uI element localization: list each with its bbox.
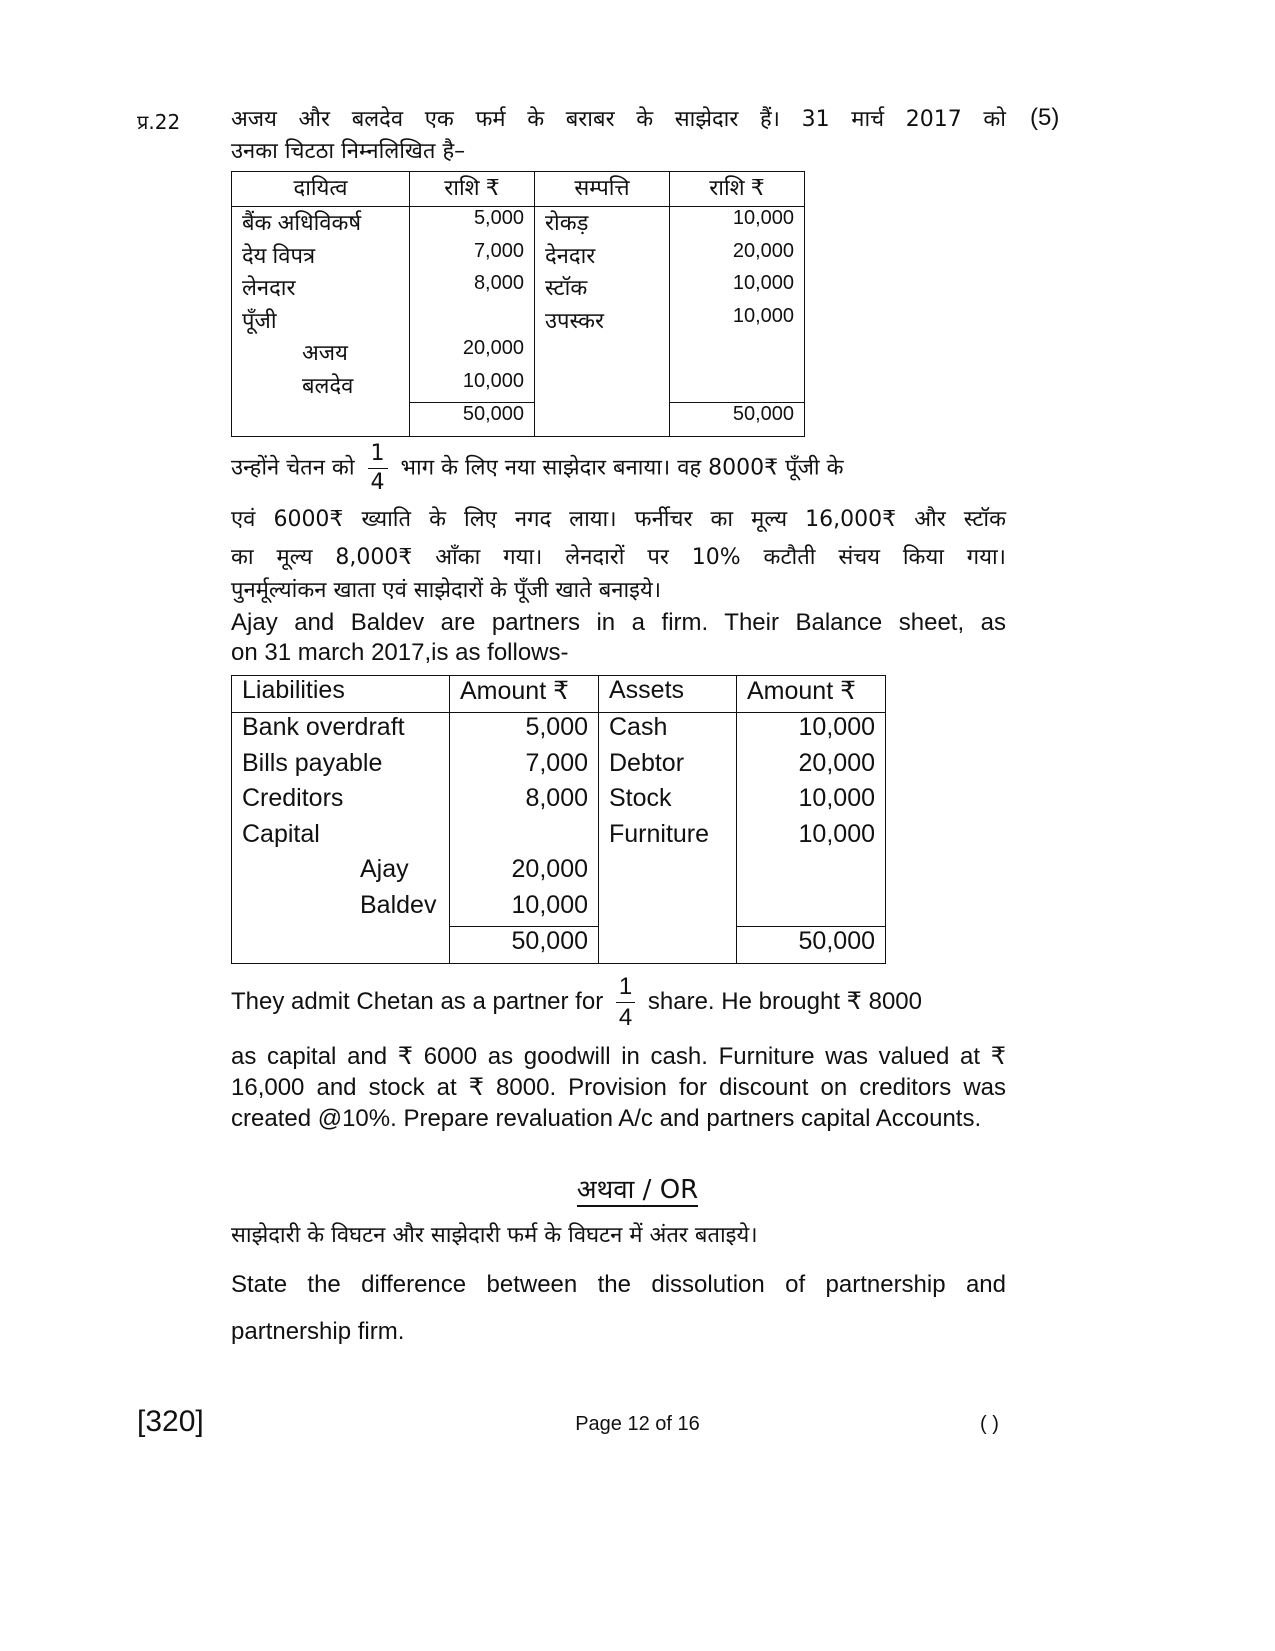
fraction-one-fourth	[368, 443, 388, 494]
fraction-numerator: 1	[616, 975, 635, 1003]
asset-label: Stock	[599, 784, 737, 820]
alternative-question-english-line-1: State the difference between the dissolution of partnership and	[231, 1271, 1006, 1298]
table-row	[232, 240, 805, 273]
liability-amount: 20,000	[450, 855, 599, 891]
asset-amount: 10,000	[737, 820, 886, 856]
liability-label: देय विपत्र	[232, 240, 410, 273]
hindi-admit-text-a: उन्होंने चेतन को	[231, 455, 355, 481]
english-admit-text-a: They admit Chetan as a partner for	[231, 987, 604, 1015]
or-label: अथवा / OR	[576, 1175, 699, 1205]
table-total-row	[232, 927, 886, 964]
table-row	[232, 207, 805, 240]
asset-label: Debtor	[599, 749, 737, 785]
question-number: प्र.22	[137, 110, 181, 134]
liability-label: Creditors	[232, 784, 450, 820]
table-row	[232, 713, 886, 749]
fraction-one-fourth	[616, 975, 635, 1030]
liability-label: बलदेव	[232, 370, 410, 403]
alternative-question-hindi: साझेदारी के विघटन और साझेदारी फर्म के विघटन में अंतर बताइये।	[231, 1223, 758, 1248]
liability-amount: 20,000	[410, 337, 535, 370]
asset-amount: 20,000	[737, 749, 886, 785]
liability-amount: 5,000	[410, 207, 535, 240]
asset-label: स्टॉक	[535, 272, 670, 305]
table-row	[232, 272, 805, 305]
english-admit-line	[231, 975, 1006, 1030]
liability-amount: 7,000	[450, 749, 599, 785]
liability-amount: 10,000	[410, 370, 535, 403]
hindi-admit-text-b: भाग के लिए नया साझेदार बनाया। वह 8000₹ पूँजी के	[400, 455, 844, 481]
asset-label: रोकड़	[535, 207, 670, 240]
english-intro-line-2: on 31 march 2017,is as follows-	[231, 639, 569, 666]
header-amount: राशि ₹	[410, 172, 535, 207]
asset-amount: 10,000	[737, 713, 886, 749]
hindi-intro-line-2: उनका चिटठा निम्नलिखित है–	[231, 139, 466, 164]
total-liabilities: 50,000	[410, 403, 535, 437]
table-row	[232, 855, 886, 891]
paper-code: [320]	[137, 1405, 204, 1438]
asset-amount: 20,000	[670, 240, 805, 273]
asset-label: Cash	[599, 713, 737, 749]
fraction-denominator: 4	[370, 470, 385, 495]
header-liabilities: दायित्व	[232, 172, 410, 207]
liability-amount: 8,000	[450, 784, 599, 820]
footer-parenthesis: ( )	[980, 1413, 999, 1435]
liability-label: Ajay	[232, 855, 450, 891]
liability-amount: 10,000	[450, 891, 599, 927]
question-marks: (5)	[1030, 104, 1060, 131]
asset-amount: 10,000	[737, 784, 886, 820]
hindi-line-4: पुनर्मूल्यांकन खाता एवं साझेदारों के पूँजी खाते बनाइये।	[231, 578, 662, 603]
hindi-line-3: का मूल्य 8,000₹ आँका गया। लेनदारों पर 10% कटौती संचय किया गया।	[231, 545, 1006, 570]
liability-label: Bills payable	[232, 749, 450, 785]
english-table-header	[232, 676, 886, 713]
liability-amount: 7,000	[410, 240, 535, 273]
alternative-question-english-line-2: partnership firm.	[231, 1318, 405, 1345]
total-assets: 50,000	[737, 927, 886, 964]
liability-amount: 5,000	[450, 713, 599, 749]
table-row	[232, 370, 805, 403]
hindi-intro-line-1: अजय और बलदेव एक फर्म के बराबर के साझेदार हैं। 31 मार्च 2017 को	[231, 107, 1006, 132]
asset-amount: 10,000	[670, 272, 805, 305]
header-liabilities: Liabilities	[232, 676, 450, 713]
hindi-balance-sheet	[231, 171, 805, 437]
liability-label: पूँजी	[232, 305, 410, 338]
asset-label: देनदार	[535, 240, 670, 273]
header-amount: राशि ₹	[670, 172, 805, 207]
page-number: Page 12 of 16	[575, 1413, 700, 1435]
liability-label: Baldev	[232, 891, 450, 927]
fraction-numerator: 1	[368, 443, 388, 469]
header-assets: सम्पत्ति	[535, 172, 670, 207]
liability-amount	[410, 305, 535, 338]
fraction-denominator: 4	[618, 1004, 633, 1031]
liability-label: लेनदार	[232, 272, 410, 305]
liability-amount: 8,000	[410, 272, 535, 305]
table-row	[232, 891, 886, 927]
header-amount: Amount ₹	[450, 676, 599, 713]
or-separator	[0, 1170, 1275, 1206]
english-balance-sheet	[231, 675, 886, 964]
liability-amount	[450, 820, 599, 856]
asset-amount: 10,000	[670, 207, 805, 240]
header-assets: Assets	[599, 676, 737, 713]
hindi-table-header	[232, 172, 805, 207]
total-assets: 50,000	[670, 403, 805, 437]
header-amount: Amount ₹	[737, 676, 886, 713]
table-row	[232, 749, 886, 785]
table-row	[232, 820, 886, 856]
asset-amount: 10,000	[670, 305, 805, 338]
english-admit-text-b: share. He brought ₹ 8000	[647, 987, 923, 1015]
hindi-line-2: एवं 6000₹ ख्याति के लिए नगद लाया। फर्नीचर का मूल्य 16,000₹ और स्टॉक	[231, 507, 1006, 532]
liability-label: बैंक अधिविकर्ष	[232, 207, 410, 240]
hindi-admit-line	[231, 443, 1006, 494]
english-intro-line-1: Ajay and Baldev are partners in a firm. Their Balance sheet, as	[231, 609, 1006, 636]
liability-label: Bank overdraft	[232, 713, 450, 749]
liability-label: Capital	[232, 820, 450, 856]
asset-label: Furniture	[599, 820, 737, 856]
english-body: as capital and ₹ 6000 as goodwill in cash. Furniture was valued at ₹ 16,000 and stock at ₹ 8000. Provision for discount on creditors was created @10%. Prepare revaluation A/c and partners capital Accounts.	[231, 1043, 1006, 1132]
liability-label: अजय	[232, 337, 410, 370]
table-row	[232, 305, 805, 338]
asset-label: उपस्कर	[535, 305, 670, 338]
table-row	[232, 784, 886, 820]
total-liabilities: 50,000	[450, 927, 599, 964]
table-total-row	[232, 403, 805, 437]
table-row	[232, 337, 805, 370]
